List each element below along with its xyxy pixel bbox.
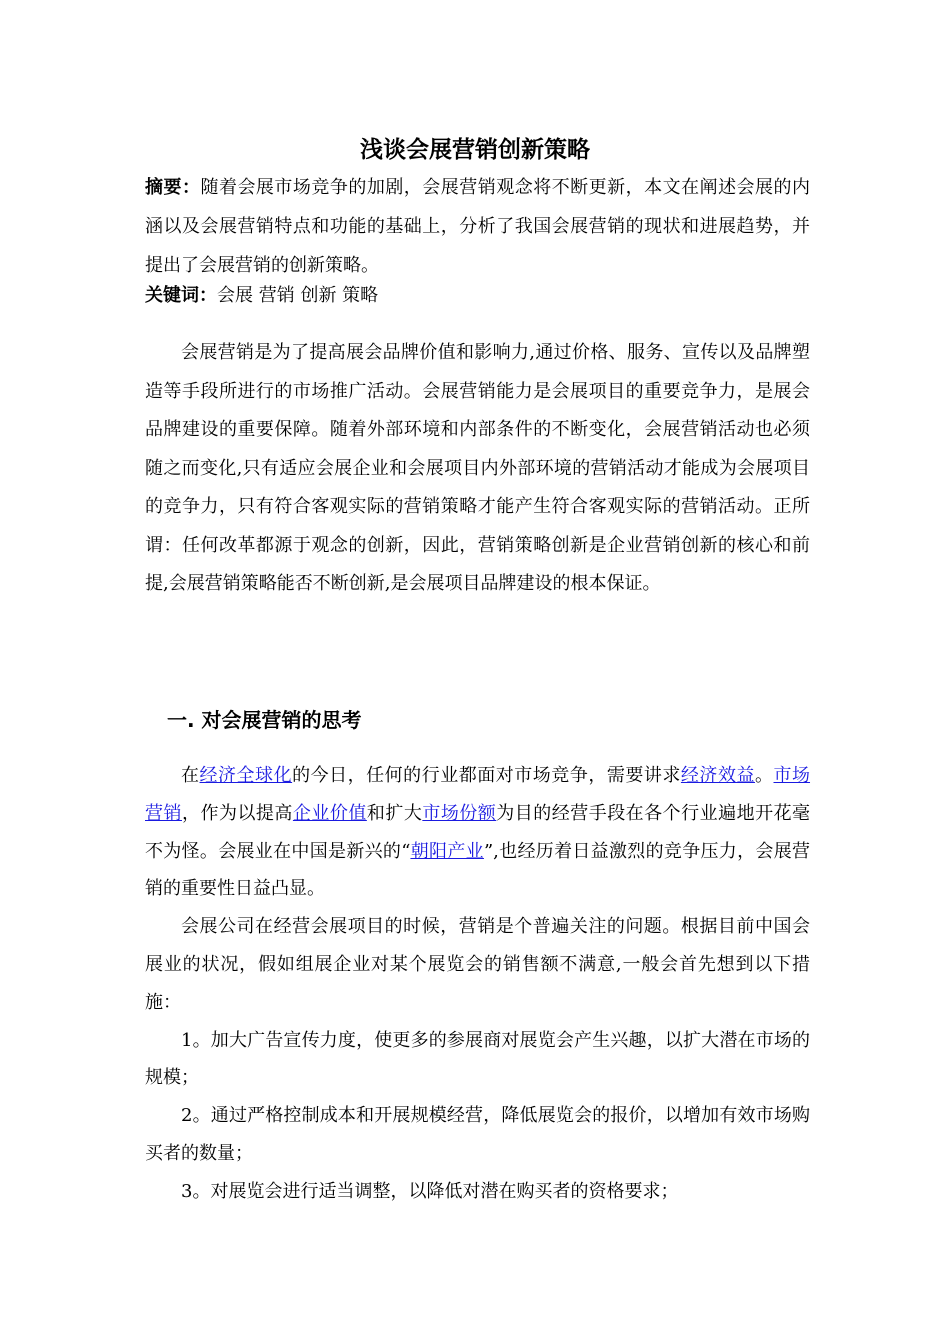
abstract-label: 摘要：	[145, 177, 201, 198]
text-segment: ，作为以提高	[181, 802, 293, 824]
text-segment: ”,也经历着日益激烈的竞争压力，会展营销的重要性日益凸显。	[145, 840, 811, 900]
list-item: 2。通过严格控制成本和开展规模经营，降低展览会的报价，以增加有效市场购买者的数量；	[145, 1105, 810, 1164]
abstract-text: 随着会展市场竞争的加剧，会展营销观念将不断更新，本文在阐述会展的内涵以及会展营销特点和功能的基础上，分析了我国会展营销的现状和进展趋势，并提出了会展营销的创新策略。	[145, 177, 811, 276]
keywords-label: 关键词：	[145, 285, 217, 306]
link-economic-benefit[interactable]: 经济效益	[680, 765, 755, 786]
document-title: 浅谈会展营销创新策略	[360, 137, 590, 163]
section-heading: 一. 对会展营销的思考	[167, 708, 362, 732]
section-paragraph-1	[145, 757, 810, 908]
list-item: 3。对展览会进行适当调整，以降低对潜在购买者的资格要求；	[181, 1180, 679, 1202]
text-segment: 为目的经营手段在各个行业遍地开花毫不为怪。会展业在中国是新兴的“	[145, 802, 811, 862]
section-paragraph-2: 会展公司在经营会展项目的时候，营销是个普遍关注的问题。根据目前中国会展业的状况，假如组展企业对某个展览会的销售额不满意,一般会首先想到以下措施：	[145, 916, 810, 1013]
keywords-line	[145, 281, 810, 311]
section-body	[145, 757, 810, 1211]
text-segment: 。	[754, 765, 774, 786]
text-segment: 和扩大	[366, 802, 423, 824]
link-economic-globalization[interactable]: 经济全球化	[199, 765, 293, 786]
link-enterprise-value[interactable]: 企业价值	[292, 802, 367, 824]
text-segment: 在	[181, 765, 200, 786]
list-item: 1。加大广告宣传力度，使更多的参展商对展览会产生兴趣，以扩大潜在市场的规模；	[145, 1029, 810, 1089]
text-segment: 的今日，任何的行业都面对市场竞争，需要讲求	[292, 765, 681, 786]
link-marketing[interactable]: 市场营销	[145, 765, 811, 824]
intro-paragraph: 会展营销是为了提高展会品牌价值和影响力,通过价格、服务、宣传以及品牌塑造等手段所进行的市场推广活动。会展营销能力是会展项目的重要竞争力，是展会品牌建设的重要保障。随着外部环境和内部条件的不断变化，会展营销活动也必须随之而变化,只有适应会展企业和会展项目内外部环境的营销活动才能成为会展项目的竞争力，只有符合客观实际的营销策略才能产生符合客观实际的营销活动。正所谓：任何改革都源于观念的创新，因此，营销策略创新是企业营销创新的核心和前提,会展营销策略能否不断创新,是会展项目品牌建设的根本保证。	[145, 342, 810, 594]
link-sunrise-industry[interactable]: 朝阳产业	[410, 840, 484, 862]
abstract-paragraph	[145, 168, 810, 285]
keywords-text: 会展 营销 创新 策略	[217, 285, 379, 306]
link-market-share[interactable]: 市场份额	[422, 802, 497, 824]
